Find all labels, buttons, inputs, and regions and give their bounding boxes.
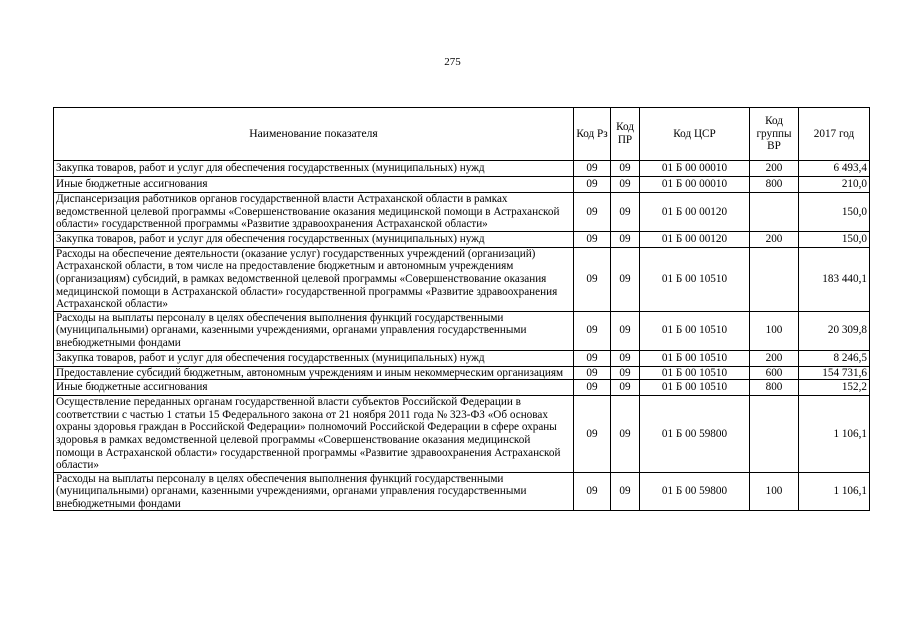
row-vr	[750, 396, 799, 473]
row-pr: 09	[611, 177, 640, 193]
row-amount: 6 493,4	[799, 161, 870, 177]
table-row	[54, 231, 870, 247]
row-pr: 09	[611, 161, 640, 177]
table-row	[54, 161, 870, 177]
table-row	[54, 311, 870, 350]
row-pr: 09	[611, 247, 640, 311]
row-name: Расходы на выплаты персоналу в целях обеспечения выполнения функций государственными (муниципальными) органами, казенными учреждениями, органами управления государственными внебюджетными фондами	[54, 311, 574, 350]
row-vr: 100	[750, 311, 799, 350]
row-pr: 09	[611, 472, 640, 511]
row-vr: 200	[750, 231, 799, 247]
row-name: Расходы на обеспечение деятельности (оказание услуг) государственных учреждений (организаций) Астраханской области, в том числе на предоставление бюджетным и автономным учреждениям (организациям) субсидий, в рамках ведомственной целевой программы «Совершенствование оказания медицинской помощи в Астраханской области» государственной программы «Развитие здравоохранения Астраханской области»	[54, 247, 574, 311]
row-name: Осуществление переданных органам государственной власти субъектов Российской Федерации в соответствии с частью 1 статьи 15 Федерального закона от 21 ноября 2011 года № 323-ФЗ «Об основах охраны здоровья граждан в Российской Федерации» полномочий Российской Федерации в сфере охраны здоровья в рамках ведомственной целевой программы «Совершенствование оказания медицинской помощи в Астраханской области» государственной программы «Развитие здравоохранения Астраханской области»	[54, 396, 574, 473]
header-year: 2017 год	[799, 108, 870, 161]
row-rz: 09	[574, 366, 611, 380]
table-row	[54, 177, 870, 193]
table-row	[54, 396, 870, 473]
row-name: Диспансеризация работников органов государственной власти Астраханской области в рамках ведомственной целевой программы «Совершенствование оказания медицинской помощи в Астраханской области» государственной программы «Развитие здравоохранения Астраханской области»	[54, 193, 574, 232]
row-vr: 800	[750, 380, 799, 396]
row-pr: 09	[611, 231, 640, 247]
row-rz: 09	[574, 177, 611, 193]
row-name: Иные бюджетные ассигнования	[54, 380, 574, 396]
row-csr: 01 Б 00 10510	[640, 311, 750, 350]
row-amount: 20 309,8	[799, 311, 870, 350]
row-pr: 09	[611, 396, 640, 473]
row-amount: 152,2	[799, 380, 870, 396]
row-rz: 09	[574, 231, 611, 247]
row-csr: 01 Б 00 59800	[640, 472, 750, 511]
header-pr: Код ПР	[611, 108, 640, 161]
row-csr: 01 Б 00 10510	[640, 350, 750, 366]
row-rz: 09	[574, 472, 611, 511]
table-row	[54, 366, 870, 380]
row-csr: 01 Б 00 00120	[640, 231, 750, 247]
table-row	[54, 350, 870, 366]
row-csr: 01 Б 00 10510	[640, 380, 750, 396]
budget-table	[53, 107, 870, 511]
table-row	[54, 193, 870, 232]
row-pr: 09	[611, 311, 640, 350]
page-number: 275	[444, 56, 461, 68]
row-amount: 150,0	[799, 231, 870, 247]
row-rz: 09	[574, 247, 611, 311]
row-vr: 600	[750, 366, 799, 380]
row-vr: 800	[750, 177, 799, 193]
row-rz: 09	[574, 193, 611, 232]
row-rz: 09	[574, 161, 611, 177]
row-name: Закупка товаров, работ и услуг для обеспечения государственных (муниципальных) нужд	[54, 350, 574, 366]
header-name: Наименование показателя	[54, 108, 574, 161]
header-vr: Код группы ВР	[750, 108, 799, 161]
row-pr: 09	[611, 193, 640, 232]
header-csr: Код ЦСР	[640, 108, 750, 161]
row-pr: 09	[611, 366, 640, 380]
row-vr: 100	[750, 472, 799, 511]
row-amount: 1 106,1	[799, 396, 870, 473]
row-name: Закупка товаров, работ и услуг для обеспечения государственных (муниципальных) нужд	[54, 161, 574, 177]
row-name: Расходы на выплаты персоналу в целях обеспечения выполнения функций государственными (муниципальными) органами, казенными учреждениями, органами управления государственными внебюджетными фондами	[54, 472, 574, 511]
row-csr: 01 Б 00 10510	[640, 247, 750, 311]
row-rz: 09	[574, 350, 611, 366]
row-csr: 01 Б 00 00010	[640, 177, 750, 193]
row-amount: 210,0	[799, 177, 870, 193]
row-pr: 09	[611, 380, 640, 396]
row-rz: 09	[574, 380, 611, 396]
row-name: Закупка товаров, работ и услуг для обеспечения государственных (муниципальных) нужд	[54, 231, 574, 247]
row-amount: 150,0	[799, 193, 870, 232]
row-rz: 09	[574, 311, 611, 350]
header-rz: Код Рз	[574, 108, 611, 161]
row-amount: 154 731,6	[799, 366, 870, 380]
row-csr: 01 Б 00 59800	[640, 396, 750, 473]
row-pr: 09	[611, 350, 640, 366]
row-vr	[750, 193, 799, 232]
row-vr: 200	[750, 161, 799, 177]
row-amount: 1 106,1	[799, 472, 870, 511]
table-row	[54, 472, 870, 511]
row-amount: 183 440,1	[799, 247, 870, 311]
table-row	[54, 247, 870, 311]
row-name: Иные бюджетные ассигнования	[54, 177, 574, 193]
table-row	[54, 380, 870, 396]
row-vr: 200	[750, 350, 799, 366]
row-vr	[750, 247, 799, 311]
row-amount: 8 246,5	[799, 350, 870, 366]
row-csr: 01 Б 00 10510	[640, 366, 750, 380]
row-rz: 09	[574, 396, 611, 473]
row-csr: 01 Б 00 00010	[640, 161, 750, 177]
row-csr: 01 Б 00 00120	[640, 193, 750, 232]
table-header-row	[54, 108, 870, 161]
row-name: Предоставление субсидий бюджетным, автономным учреждениям и иным некоммерческим организациям	[54, 366, 574, 380]
